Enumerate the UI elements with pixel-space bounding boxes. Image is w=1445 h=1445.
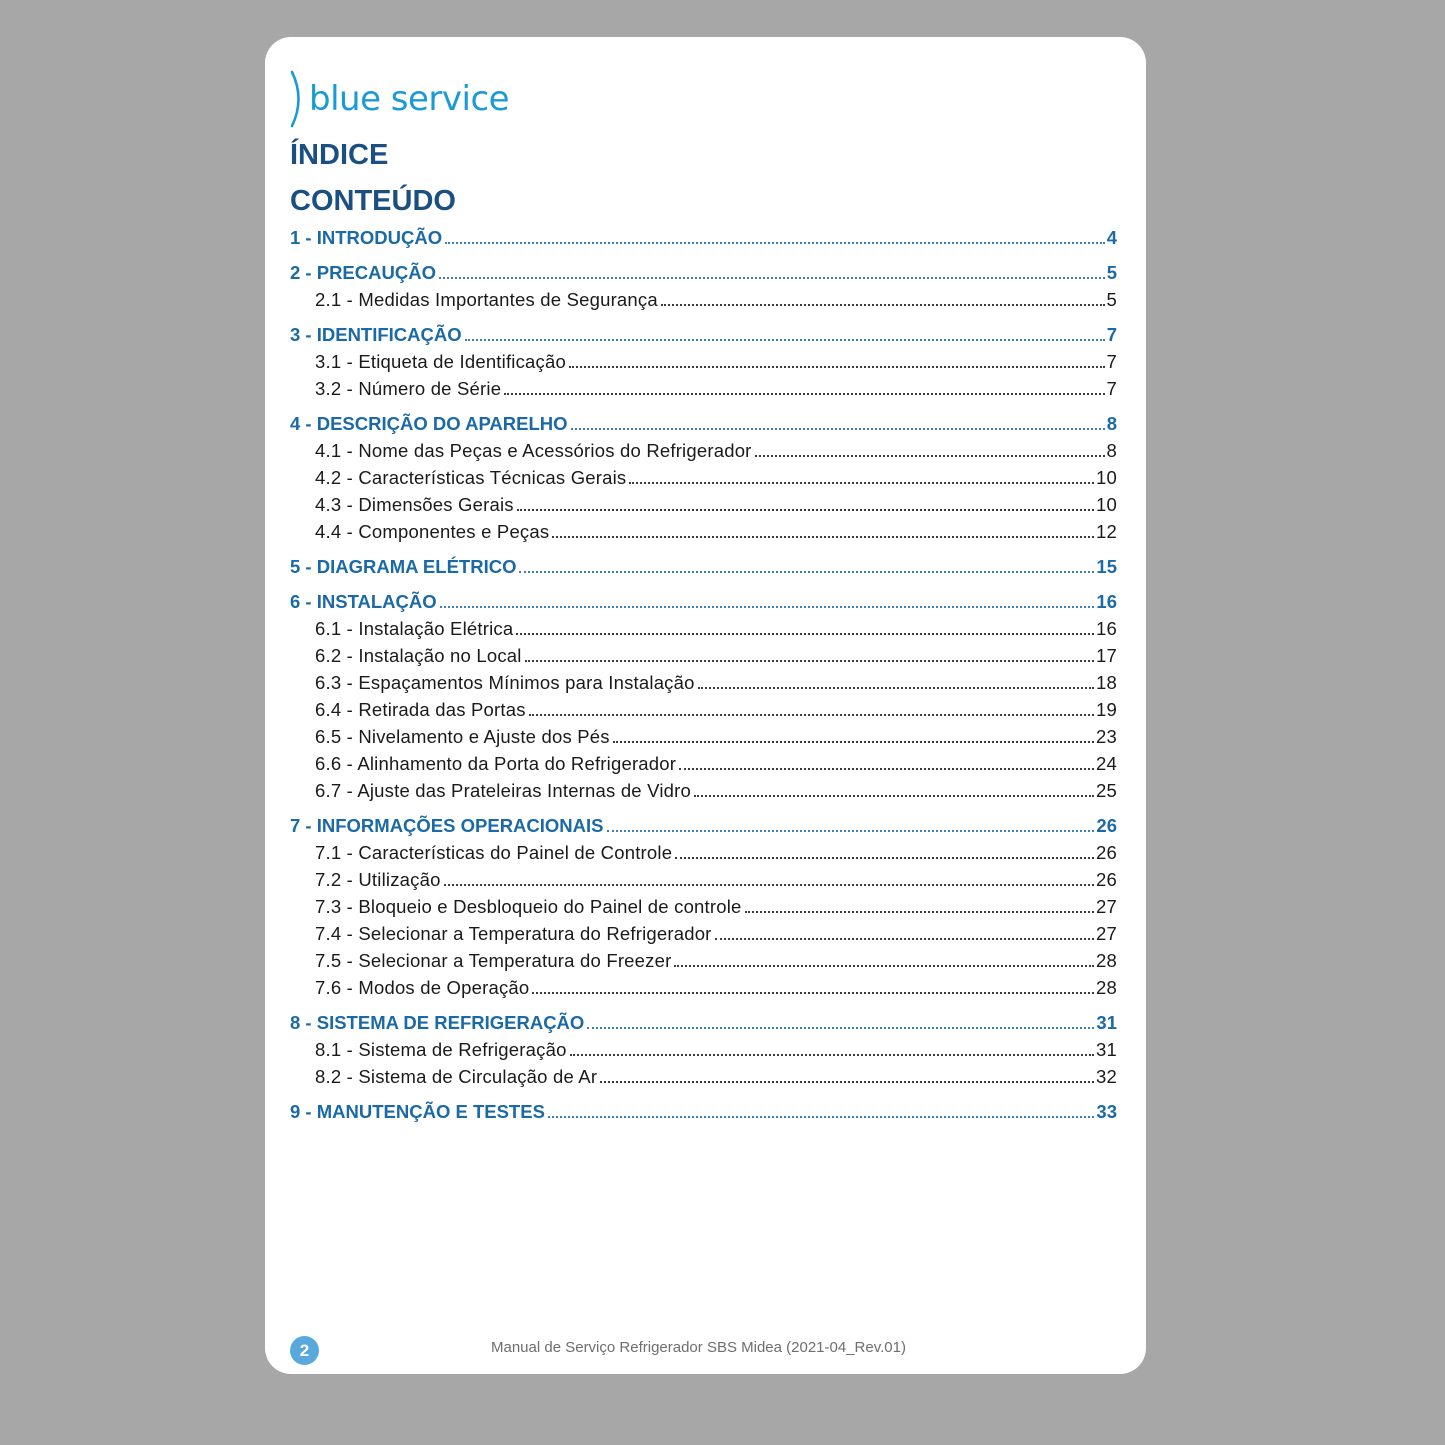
brand-name: blue service: [309, 79, 510, 119]
toc-entry-label: 4.1 - Nome das Peças e Acessórios do Refrigerador: [315, 440, 752, 461]
toc-section-entry[interactable]: [290, 553, 1117, 580]
toc-section-entry[interactable]: [290, 1098, 1117, 1125]
toc-subsection-entry[interactable]: [290, 615, 1117, 642]
toc-entry-page: 19: [1096, 699, 1117, 720]
toc-entry-page: 26: [1096, 869, 1117, 890]
toc-subsection-entry[interactable]: [290, 286, 1117, 313]
toc-entry-page: 24: [1096, 753, 1117, 774]
toc-subsection-entry[interactable]: [290, 777, 1117, 804]
toc-entry-label: 4.2 - Características Técnicas Gerais: [315, 467, 627, 488]
toc-entry-label: 6.1 - Instalação Elétrica: [315, 618, 514, 639]
toc-entry-page: 26: [1096, 815, 1117, 836]
toc-subsection-entry[interactable]: [290, 893, 1117, 920]
toc-subsection-entry[interactable]: [290, 437, 1117, 464]
toc-entry-label: 6.5 - Nivelamento e Ajuste dos Pés: [315, 726, 610, 747]
toc-entry-label: 6.2 - Instalação no Local: [315, 645, 522, 666]
toc-subsection-entry[interactable]: [290, 518, 1117, 545]
dot-leader: [517, 509, 1094, 511]
footer-text: Manual de Serviço Refrigerador SBS Midea (2021-04_Rev.01): [491, 1339, 906, 1356]
dot-leader: [504, 393, 1104, 395]
toc-entry-page: 28: [1096, 977, 1117, 998]
toc-entry-label: 1 - INTRODUÇÃO: [290, 227, 443, 248]
dot-leader: [571, 428, 1105, 430]
toc-entry-label: 6.6 - Alinhamento da Porta do Refrigerador: [315, 753, 677, 774]
dot-leader: [745, 911, 1094, 913]
toc-subsection-entry[interactable]: [290, 750, 1117, 777]
toc-entry-page: 16: [1096, 591, 1117, 612]
toc-entry-label: 2.1 - Medidas Importantes de Segurança: [315, 289, 658, 310]
toc-entry-page: 18: [1096, 672, 1117, 693]
brand-logo: [287, 69, 509, 129]
toc-subsection-entry[interactable]: [290, 866, 1117, 893]
toc-section-entry[interactable]: [290, 259, 1117, 286]
table-of-contents: [290, 224, 1117, 1125]
toc-subsection-entry[interactable]: [290, 696, 1117, 723]
toc-entry-page: 25: [1096, 780, 1117, 801]
index-heading: ÍNDICE: [290, 139, 389, 171]
dot-leader: [694, 795, 1094, 797]
toc-entry-label: 7.4 - Selecionar a Temperatura do Refrigerador: [315, 923, 712, 944]
toc-entry-label: 6.3 - Espaçamentos Mínimos para Instalação: [315, 672, 695, 693]
toc-entry-label: 4.4 - Componentes e Peças: [315, 521, 550, 542]
dot-leader: [755, 455, 1105, 457]
toc-subsection-entry[interactable]: [290, 723, 1117, 750]
toc-entry-label: 3.1 - Etiqueta de Identificação: [315, 351, 566, 372]
dot-leader: [715, 938, 1094, 940]
toc-entry-label: 7.5 - Selecionar a Temperatura do Freezer: [315, 950, 672, 971]
toc-subsection-entry[interactable]: [290, 974, 1117, 1001]
toc-entry-label: 8.1 - Sistema de Refrigeração: [315, 1039, 567, 1060]
toc-entry-page: 8: [1106, 413, 1117, 434]
toc-entry-label: 4.3 - Dimensões Gerais: [315, 494, 514, 515]
dot-leader: [674, 965, 1094, 967]
dot-leader: [675, 857, 1094, 859]
dot-leader: [439, 277, 1105, 279]
dot-leader: [569, 366, 1105, 368]
toc-entry-label: 5 - DIAGRAMA ELÉTRICO: [290, 556, 517, 577]
toc-entry-label: 6.7 - Ajuste das Prateleiras Internas de Vidro: [315, 780, 691, 801]
toc-entry-page: 7: [1106, 324, 1117, 345]
dot-leader: [525, 660, 1094, 662]
toc-section-entry[interactable]: [290, 410, 1117, 437]
dot-leader: [629, 482, 1094, 484]
dot-leader: [613, 741, 1094, 743]
dot-leader: [529, 714, 1094, 716]
toc-entry-label: 8 - SISTEMA DE REFRIGERAÇÃO: [290, 1012, 585, 1033]
toc-entry-page: 33: [1096, 1101, 1117, 1122]
toc-entry-page: 10: [1096, 467, 1117, 488]
dot-leader: [607, 830, 1095, 832]
toc-entry-page: 4: [1106, 227, 1117, 248]
toc-section-entry[interactable]: [290, 1009, 1117, 1036]
dot-leader: [661, 304, 1105, 306]
toc-entry-label: 6.4 - Retirada das Portas: [315, 699, 526, 720]
toc-entry-label: 3.2 - Número de Série: [315, 378, 502, 399]
toc-entry-page: 28: [1096, 950, 1117, 971]
toc-section-entry[interactable]: [290, 588, 1117, 615]
dot-leader: [600, 1081, 1094, 1083]
dot-leader: [570, 1054, 1094, 1056]
dot-leader: [548, 1116, 1095, 1118]
toc-entry-page: 5: [1106, 289, 1117, 310]
toc-entry-page: 31: [1096, 1039, 1117, 1060]
dot-leader: [516, 633, 1094, 635]
toc-subsection-entry[interactable]: [290, 1036, 1117, 1063]
dot-leader: [587, 1027, 1094, 1029]
toc-entry-label: 7 - INFORMAÇÕES OPERACIONAIS: [290, 815, 604, 836]
document-page: [265, 37, 1146, 1374]
toc-subsection-entry[interactable]: [290, 1063, 1117, 1090]
toc-entry-page: 5: [1106, 262, 1117, 283]
dot-leader: [519, 571, 1094, 573]
dot-leader: [698, 687, 1094, 689]
toc-entry-label: 7.6 - Modos de Operação: [315, 977, 530, 998]
dot-leader: [445, 242, 1105, 244]
blue-service-logo-icon: [287, 69, 311, 129]
toc-entry-label: 6 - INSTALAÇÃO: [290, 591, 437, 612]
toc-entry-label: 7.1 - Características do Painel de Controle: [315, 842, 673, 863]
content-heading: CONTEÚDO: [290, 185, 456, 217]
toc-entry-page: 16: [1096, 618, 1117, 639]
toc-entry-page: 7: [1106, 378, 1117, 399]
toc-entry-page: 12: [1096, 521, 1117, 542]
toc-entry-page: 7: [1106, 351, 1117, 372]
toc-entry-label: 7.2 - Utilização: [315, 869, 441, 890]
toc-entry-label: 4 - DESCRIÇÃO DO APARELHO: [290, 413, 568, 434]
toc-section-entry[interactable]: [290, 812, 1117, 839]
toc-entry-label: 3 - IDENTIFICAÇÃO: [290, 324, 462, 345]
toc-entry-page: 15: [1096, 556, 1117, 577]
toc-entry-page: 27: [1096, 896, 1117, 917]
page-number-badge: 2: [290, 1336, 319, 1365]
toc-entry-page: 17: [1096, 645, 1117, 666]
toc-entry-page: 27: [1096, 923, 1117, 944]
toc-entry-label: 9 - MANUTENÇÃO E TESTES: [290, 1101, 545, 1122]
toc-subsection-entry[interactable]: [290, 491, 1117, 518]
dot-leader: [444, 884, 1094, 886]
toc-entry-label: 7.3 - Bloqueio e Desbloqueio do Painel de controle: [315, 896, 742, 917]
toc-section-entry[interactable]: [290, 321, 1117, 348]
toc-subsection-entry[interactable]: [290, 464, 1117, 491]
dot-leader: [465, 339, 1105, 341]
toc-subsection-entry[interactable]: [290, 642, 1117, 669]
dot-leader: [679, 768, 1094, 770]
toc-entry-page: 26: [1096, 842, 1117, 863]
toc-entry-label: 2 - PRECAUÇÃO: [290, 262, 436, 283]
toc-entry-page: 10: [1096, 494, 1117, 515]
dot-leader: [440, 606, 1095, 608]
toc-entry-page: 31: [1096, 1012, 1117, 1033]
toc-subsection-entry[interactable]: [290, 920, 1117, 947]
toc-entry-page: 32: [1096, 1066, 1117, 1087]
toc-entry-page: 23: [1096, 726, 1117, 747]
toc-subsection-entry[interactable]: [290, 839, 1117, 866]
toc-subsection-entry[interactable]: [290, 669, 1117, 696]
dot-leader: [552, 536, 1094, 538]
toc-entry-page: 8: [1106, 440, 1117, 461]
toc-entry-label: 8.2 - Sistema de Circulação de Ar: [315, 1066, 598, 1087]
toc-subsection-entry[interactable]: [290, 947, 1117, 974]
toc-subsection-entry[interactable]: [290, 375, 1117, 402]
dot-leader: [532, 992, 1094, 994]
toc-subsection-entry[interactable]: [290, 348, 1117, 375]
toc-section-entry[interactable]: [290, 224, 1117, 251]
